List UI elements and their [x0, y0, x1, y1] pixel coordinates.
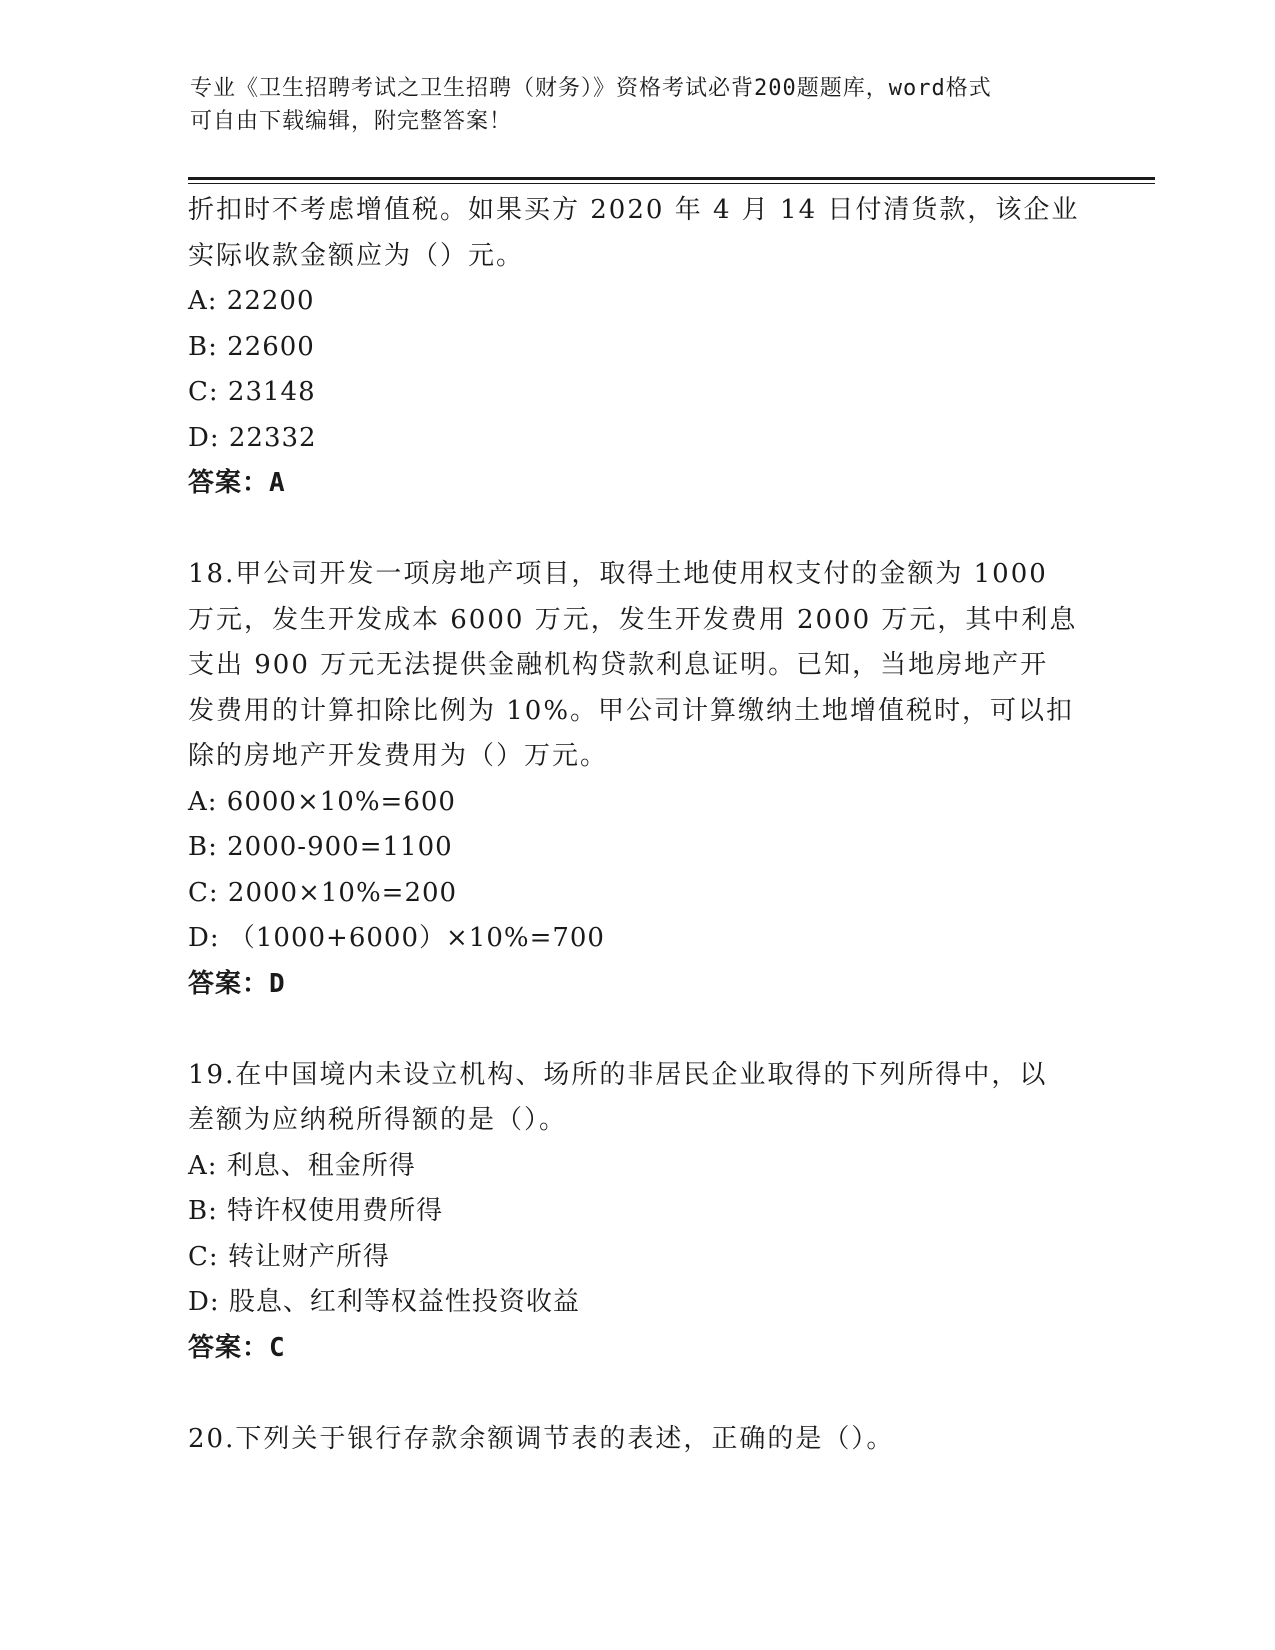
header-line-2: 可自由下载编辑，附完整答案！	[190, 109, 513, 134]
stem-line: 实际收款金额应为（）元。	[188, 240, 525, 271]
stem-line: 18.甲公司开发一项房地产项目，取得土地使用权支付的金额为 1000	[188, 559, 1048, 589]
question-19-option-a: A: 利息、租金所得	[188, 1150, 416, 1181]
question-19-option-b: B: 特许权使用费所得	[188, 1196, 444, 1226]
stem-line: 19.在中国境内未设立机构、场所的非居民企业取得的下列所得中，以	[188, 1059, 1048, 1090]
question-18-option-c: C: 2000×10%=200	[188, 877, 458, 908]
header-divider-thick	[188, 177, 1155, 180]
question-17-option-b: B: 22600	[188, 331, 315, 362]
stem-line: 发费用的计算扣除比例为 10%。甲公司计算缴纳土地增值税时，可以扣	[188, 695, 1075, 726]
question-19-option-c: C: 转让财产所得	[188, 1241, 390, 1272]
header-line-1: 专业《卫生招聘考试之卫生招聘（财务）》资格考试必背200题题库，word格式	[190, 76, 992, 101]
question-19-answer: 答案：C	[188, 1332, 286, 1363]
document-body	[188, 188, 1088, 1462]
stem-line: 20.下列关于银行存款余额调节表的表述，正确的是（）。	[188, 1423, 895, 1454]
question-17-stem	[188, 188, 1088, 279]
question-17-option-d: D: 22332	[188, 422, 317, 453]
stem-line: 万元，发生开发成本 6000 万元，发生开发费用 2000 万元，其中利息	[188, 604, 1078, 635]
stem-line: 除的房地产开发费用为（）万元。	[188, 741, 609, 771]
document-header	[190, 72, 1090, 138]
question-19-option-d: D: 股息、红利等权益性投资收益	[188, 1287, 580, 1317]
question-18-option-a: A: 6000×10%=600	[188, 786, 456, 817]
question-18-option-b: B: 2000-900=1100	[188, 832, 453, 862]
question-18-stem	[188, 552, 1088, 780]
question-18-answer: 答案：D	[188, 968, 286, 999]
question-18-option-d: D: （1000+6000）×10%=700	[188, 923, 605, 953]
stem-line: 差额为应纳税所得额的是（）。	[188, 1105, 568, 1135]
question-17-option-c: C: 23148	[188, 377, 316, 407]
question-19-stem	[188, 1053, 1088, 1144]
stem-line: 支出 900 万元无法提供金融机构贷款利息证明。已知，当地房地产开	[188, 650, 1049, 680]
question-17-answer: 答案：A	[188, 468, 286, 498]
question-20-stem	[188, 1417, 1088, 1463]
question-17-option-a: A: 22200	[188, 286, 315, 316]
header-divider-thin	[188, 183, 1155, 184]
stem-line: 折扣时不考虑增值税。如果买方 2020 年 4 月 14 日付清货款，该企业	[188, 195, 1080, 225]
